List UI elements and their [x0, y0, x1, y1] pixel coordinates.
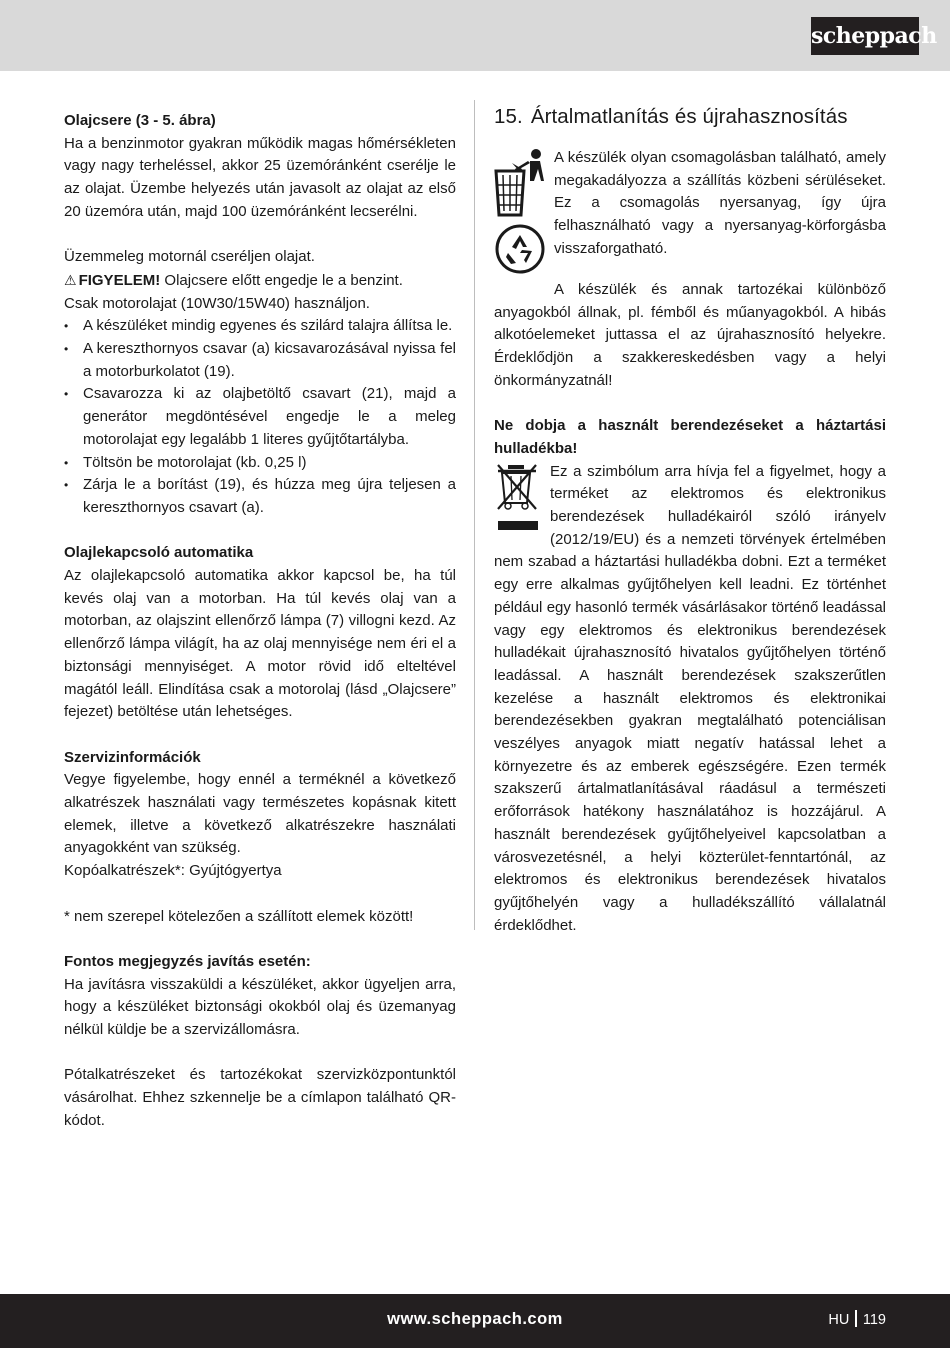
list-item: • A készüléket mindig egyenes és szilárd talajra állítsa le.	[64, 315, 456, 338]
warning-label: FIGYELEM!	[78, 271, 161, 289]
weee-icon-wrap	[494, 461, 546, 537]
warning-text: Olajcsere előtt engedje le a benzint.	[160, 271, 403, 289]
oil-switch-heading: Olajlekapcsoló automatika	[64, 544, 254, 562]
list-item: • Csavarozza ki az olajbetöltő csavart (21), majd a generátor megdöntésével engedje le a meleg motorolajat egy legalább 1 literes gyűjtőtartályba.	[64, 383, 456, 451]
left-column	[64, 110, 456, 1133]
oil-switch-text: Az olajlekapcsoló automatika akkor kapcsol be, ha túl kevés olaj van a motorban. Ha túl kevés olaj van a motorban, az olajszint ellenőrző lámpa (7) villogni kezd. Az ellenőrző lámpa világít, ha az olaj mennyisége nem éri el a biztonsági mennyiséget. A motor rövid idő elteltével magától leáll. Elindítása csak a motorolaj (lásd „Olajcsere” fejezet) betöltése után lehetséges.	[64, 567, 456, 721]
service-heading: Szervizinformációk	[64, 748, 201, 766]
packaging-text: A készülék olyan csomagolásban található, amely megakadályozza a szállítás közbeni sérüléseket. Ez a csomagolás nyersanyag, így újra felhasználható vagy a nyersanyag-körforgásba visszaforgatható.	[554, 149, 886, 257]
materials-text: A készülék és annak tartozékai különböző anyagokból állnak, pl. fémből és műanyagokból. A hibás alkotóelemeket juttassa el az újrahasznosító helyekre. Érdeklődjön a szakkereskedésben vagy a helyi önkormányzatnál!	[494, 281, 886, 389]
oil-change-steps	[64, 315, 456, 519]
list-item: • Zárja le a borítást (19), és húzza meg újra teljesen a kereszthornyos csavart (a).	[64, 474, 456, 519]
repair-note-heading: Fontos megjegyzés javítás esetén:	[64, 952, 311, 970]
scheppach-logo: scheppach	[811, 17, 919, 55]
page-number: HU 119	[828, 1312, 886, 1328]
oil-change-heading: Olajcsere (3 - 5. ábra)	[64, 112, 216, 129]
packaging-block	[494, 147, 886, 261]
section-title: 15. Ártalmatlanítás és újrahasznosítás	[494, 105, 848, 128]
wear-parts: Kopóalkatrészek*: Gyújtógyertya	[64, 862, 282, 880]
service-text: Vegye figyelembe, hogy ennél a terméknél a következő alkatrészek használati vagy természetes kopásnak kitett elemek, illetve a következő alkatrészekre használati anyagokként van szükség.	[64, 771, 456, 857]
website-link[interactable]: www.scheppach.com	[387, 1310, 563, 1328]
list-item: • Töltsön be motorolajat (kb. 0,25 l)	[64, 452, 456, 475]
oil-change-intro: Ha a benzinmotor gyakran működik magas hőmérsékleten vagy nagy terheléssel, akkor 25 üzemóránként cserélje le az olajat. Üzembe helyezés után javasolt az olajat az első 20 üzemóra után, majd 100 üzemóránként lecserélni.	[64, 134, 456, 220]
packaging-icons	[494, 147, 550, 279]
weee-text: Ez a szimbólum arra hívja fel a figyelmet, hogy a terméket az elektromos és elektronikus berendezések hulladékairól szóló irányelv (2012/19/EU) és a nemzeti törvények értelmében nem szabad a háztartási hulladékba dobni. Ezt a terméket egy erre alkalmas gyűjtőhelyen kell leadni. Ez történhet például egy hasonló termék vásárlásakor történő leadással vagy egy elektromos és elektronikus berendezések hulladékait újrahasznosító hivatalos gyűjtőhelyen történő leadással. A használt berendezések szakszerűtlen kezelése a használt elektromos és elektronikai berendezésekben gyakran megtalálható potenciálisan veszélyes anyagok miatt negatív hatással lehet a környezetre és az emberek egészségére. Ezen termék szakszerű ártalmatlanításával ráadásul a természeti erőforrások hatékony használatához is hozzájárul. A használt berendezések gyűjtőhelyeivel kapcsolatban a városvezetésnél, a helyi közterület-fenntartónál, az elektromos és elektronikus berendezések hivatalos gyűjtőhelyén vagy a hulladékszállító vállalatnál érdeklődhet.	[494, 462, 886, 934]
spare-parts-text: Pótalkatrészeket és tartozékokat szervizközpontunktól vásárolhat. Ehhez szkennelje be a címlapon található QR-kódot.	[64, 1066, 456, 1129]
list-item: • A kereszthornyos csavar (a) kicsavarozásával nyissa fel a motorburkolatot (19).	[64, 338, 456, 383]
weee-block	[494, 461, 886, 938]
repair-note-text: Ha javításra visszaküldi a készüléket, akkor ügyeljen arra, hogy a készüléket biztonsági okokból olaj és üzemanyag nélkül küldje be a szervizállomásra.	[64, 975, 456, 1039]
oil-type-note: Csak motorolajat (10W30/15W40) használjon.	[64, 294, 370, 312]
footnote: * nem szerepel kötelezően a szállított elemek között!	[64, 907, 414, 925]
warning-icon: ⚠	[64, 271, 77, 288]
crossed-bin-icon	[494, 461, 546, 537]
column-divider	[474, 100, 475, 930]
weee-heading: Ne dobja a használt berendezéseket a háztartási hulladékba!	[494, 417, 886, 457]
warm-engine-note: Üzemmeleg motornál cseréljen olajat.	[64, 248, 315, 266]
page-header	[0, 0, 950, 71]
page-footer	[0, 1294, 950, 1348]
recycling-icon	[494, 223, 550, 279]
warning-line	[64, 269, 456, 293]
right-column	[494, 105, 886, 937]
